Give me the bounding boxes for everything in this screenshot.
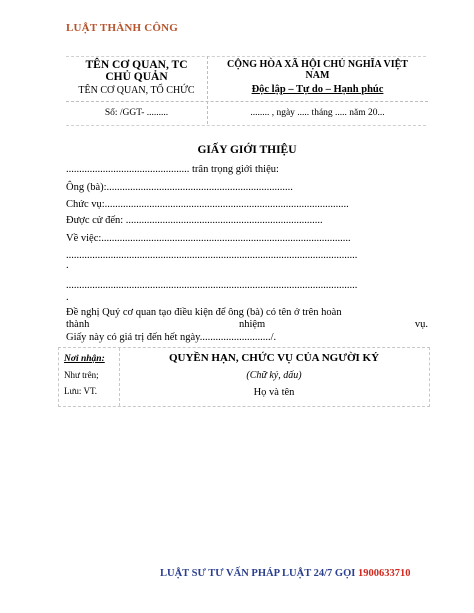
position-line: Chức vụ:............................................................................................. (66, 199, 349, 210)
person-line: Ông (bà):....................................................................... (66, 182, 293, 193)
request-word-c: vụ. (414, 319, 428, 330)
national-motto: Độc lập – Tự do – Hạnh phúc (251, 84, 384, 95)
request-word-a: thành (66, 319, 90, 330)
request-row-1: Đề nghị Quý cơ quan tạo điều kiện để ông (bà) có tên ở trên hoàn (66, 307, 342, 318)
dotted-line-1-end: . (66, 260, 69, 271)
brand-title: LUẬT THÀNH CÔNG (66, 22, 179, 34)
national-title: CỘNG HÒA XÃ HỘI CHỦ NGHĨA VIỆT NAM (227, 59, 408, 81)
header-divider-horizontal (66, 101, 428, 102)
request-row-2 (66, 319, 428, 331)
validity-line: Giấy này có giá trị đến hết ngày.........................../. (66, 332, 277, 343)
intro-line: ............................................... trân trọng giới thiệu: (66, 164, 279, 175)
org-name: TÊN CƠ QUAN, TỔ CHỨC (78, 85, 195, 96)
sent-to-line: Được cử đến: ........................................................................... (66, 215, 323, 226)
dotted-line-2: ............................................................................................................... (66, 280, 358, 291)
signature-box (58, 347, 430, 407)
header-table (66, 56, 428, 126)
footer-phone[interactable]: 1900633710 (357, 568, 411, 579)
recipient-2: Lưu: VT. (64, 386, 98, 396)
footer-banner (160, 568, 410, 579)
dotted-line-2-end: . (66, 292, 69, 303)
document-title: GIẤY GIỚI THIỆU (197, 144, 297, 156)
about-line: Về việc:............................................................................................... (66, 233, 351, 244)
org-parent-title: TÊN CƠ QUAN, TC CHỦ QUẢN (85, 59, 188, 83)
footer-text: LUẬT SƯ TƯ VẤN PHÁP LUẬT 24/7 GỌI (160, 568, 356, 579)
document-date: ........ , ngày ..... tháng ..... năm 20... (250, 108, 385, 118)
request-paragraph (66, 307, 428, 344)
signer-name: Họ và tên (253, 387, 295, 398)
signer-authority: QUYỀN HẠN, CHỨC VỤ CỦA NGƯỜI KÝ (168, 352, 380, 364)
signature-hint: (Chữ ký, dấu) (246, 370, 302, 381)
request-word-b: nhiệm (238, 319, 266, 330)
document-number: Số: /GGT- ......... (104, 108, 169, 118)
dotted-line-1: ............................................................................................................... (66, 250, 358, 261)
recipient-1: Như trên; (64, 370, 99, 380)
recipients-label: Nơi nhận: (64, 354, 105, 364)
